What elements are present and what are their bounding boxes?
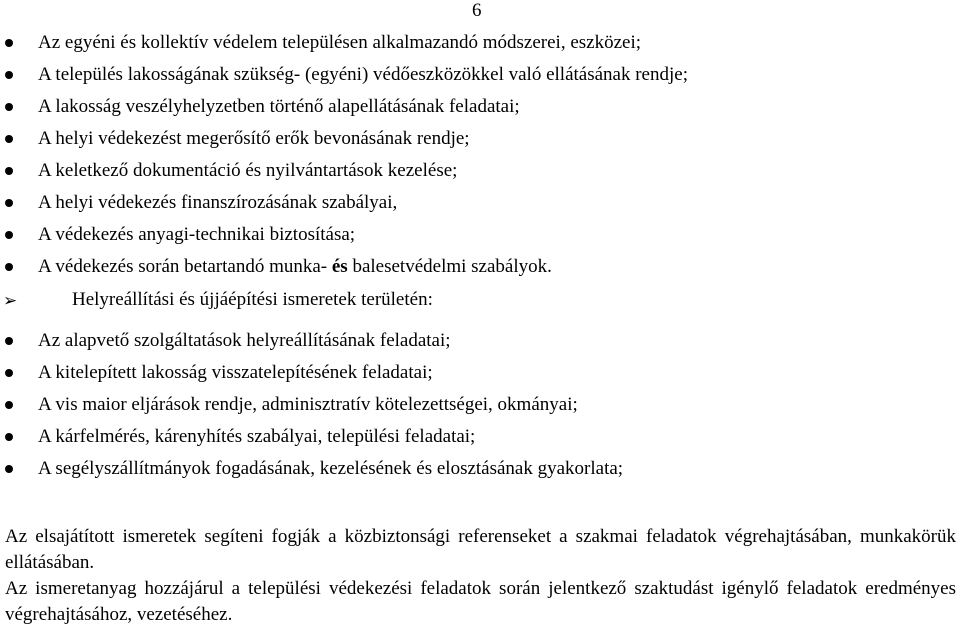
bullet-icon	[5, 401, 13, 409]
list-item-text-end: balesetvédelmi szabályok.	[347, 256, 552, 277]
list-item	[0, 421, 960, 453]
list-item	[0, 325, 960, 357]
list-item-text: A helyi védekezés finanszírozásának szabályai,	[38, 192, 398, 213]
bullet-icon	[5, 167, 13, 175]
list-item-text: A védekezés anyagi-technikai biztosítása;	[38, 224, 356, 245]
list-item	[0, 27, 960, 59]
paragraph-summary-1: Az elsajátított ismeretek segíteni fogják a közbiztonsági referenseket a szakmai feladatok végrehajtásában, munkakörük ellátásában.	[5, 526, 956, 573]
paragraph-summary-2: Az ismeretanyag hozzájárul a települési védekezési feladatok során jelentkező szaktudást igénylő feladatok eredményes végrehajtásához, vezetéséhez.	[5, 578, 956, 625]
list-item-text: A kárfelmérés, kárenyhítés szabályai, települési feladatai;	[38, 426, 476, 447]
list-item	[0, 219, 960, 251]
list-item	[0, 59, 960, 91]
bullet-icon	[5, 465, 13, 473]
bullet-icon	[5, 135, 13, 143]
list-item-text: A település lakosságának szükség- (egyéni) védőeszközökkel való ellátásának rendje;	[38, 64, 688, 85]
bullet-icon	[5, 433, 13, 441]
page-number: 6	[472, 0, 482, 21]
list-item-text: A vis maior eljárások rendje, adminisztratív kötelezettségei, okmányai;	[38, 394, 578, 415]
list-item-text: Az alapvető szolgáltatások helyreállításának feladatai;	[38, 330, 451, 351]
bullet-icon	[5, 263, 13, 271]
list-item	[0, 187, 960, 219]
list-item	[0, 155, 960, 187]
bullet-list-protection-topics	[0, 27, 960, 283]
list-item-text: A helyi védekezést megerősítő erők bevonásának rendje;	[38, 128, 470, 149]
list-item	[0, 453, 960, 485]
list-item-text: A lakosság veszélyhelyzetben történő alapellátásának feladatai;	[38, 96, 520, 117]
list-item	[0, 251, 960, 283]
bullet-icon	[5, 337, 13, 345]
list-item	[0, 123, 960, 155]
list-item	[0, 357, 960, 389]
bullet-icon	[5, 231, 13, 239]
list-item-text-bold: és	[331, 256, 348, 277]
list-item-text: A kitelepített lakosság visszatelepítésének feladatai;	[38, 362, 433, 383]
list-item-text: A segélyszállítmányok fogadásának, kezelésének és elosztásának gyakorlata;	[38, 458, 624, 479]
section-heading-text: Helyreállítási és újjáépítési ismeretek területén:	[72, 289, 433, 310]
bullet-icon	[5, 199, 13, 207]
list-item-text: Az egyéni és kollektív védelem településen alkalmazandó módszerei, eszközei;	[38, 32, 642, 53]
bullet-icon	[5, 369, 13, 377]
bullet-list-recovery-topics	[0, 325, 960, 485]
list-item	[0, 91, 960, 123]
bullet-icon	[5, 103, 13, 111]
list-item	[0, 389, 960, 421]
section-heading	[0, 285, 960, 315]
bullet-icon	[5, 71, 13, 79]
list-item-text: A keletkező dokumentáció és nyilvántartások kezelése;	[38, 160, 458, 181]
list-item-text-start: A védekezés során betartandó munka-	[38, 256, 332, 277]
arrow-bullet-icon: ➢	[3, 291, 18, 311]
bullet-icon	[5, 39, 13, 47]
